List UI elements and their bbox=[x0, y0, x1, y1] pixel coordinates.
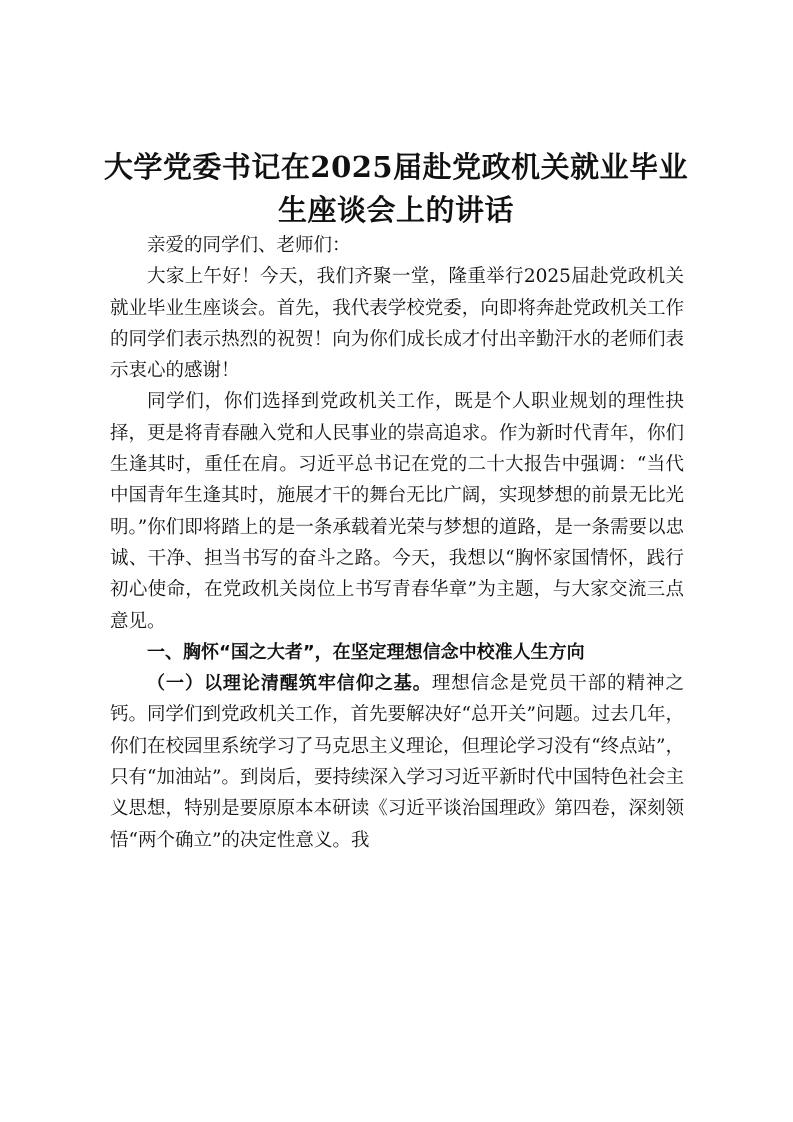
section-heading-1: 一、胸怀“国之大者”，在坚定理想信念中校准人生方向 bbox=[147, 641, 585, 663]
salutation: 亲爱的同学们、老师们： bbox=[147, 235, 351, 256]
paragraph-subsection-1 bbox=[110, 668, 684, 856]
subsection-text-1: 理想信念是党员干部的精神之钙。同学们到党政机关工作，首先要解决好“总开关”问题。过去几年，你们在校园里系统学习了马克思主义理论，但理论学习没有“终点站”，只有“加油站”。到岗后，要持续深入学习习近平新时代中国特色社会主义思想，特别是要原原本本研读《习近平谈治国理政》第四卷，深刻领悟“两个确立”的决定性意义。我 bbox=[110, 673, 684, 851]
paragraph-opening: 大家上午好！今天，我们齐聚一堂，隆重举行2025届赴党政机关就业毕业生座谈会。首先，我代表学校党委，向即将奔赴党政机关工作的同学们表示热烈的祝贺！向为你们成长成才付出辛勤汗水的老师们表示衷心的感谢！ bbox=[110, 266, 684, 382]
subsection-heading-1: （一）以理论清醒筑牢信仰之基。 bbox=[147, 673, 432, 695]
paragraph-theme: 同学们，你们选择到党政机关工作，既是个人职业规划的理性抉择，更是将青春融入党和人民事业的崇高追求。作为新时代青年，你们生逢其时，重任在肩。习近平总书记在党的二十大报告中强调：“当代中国青年生逢其时，施展才干的舞台无比广阔，实现梦想的前景无比光明。”你们即将踏上的是一条承载着光荣与梦想的道路，是一条需要以忠诚、干净、担当书写的奋斗之路。今天，我想以“胸怀家国情怀，践行初心使命，在党政机关岗位上书写青春华章”为主题，与大家交流三点意见。 bbox=[110, 391, 684, 632]
document-body bbox=[110, 230, 684, 856]
title-line-1: 大学党委书记在2025届赴党政机关就业毕业 bbox=[103, 150, 689, 184]
document-title bbox=[96, 146, 696, 232]
title-line-2: 生座谈会上的讲话 bbox=[277, 193, 514, 227]
